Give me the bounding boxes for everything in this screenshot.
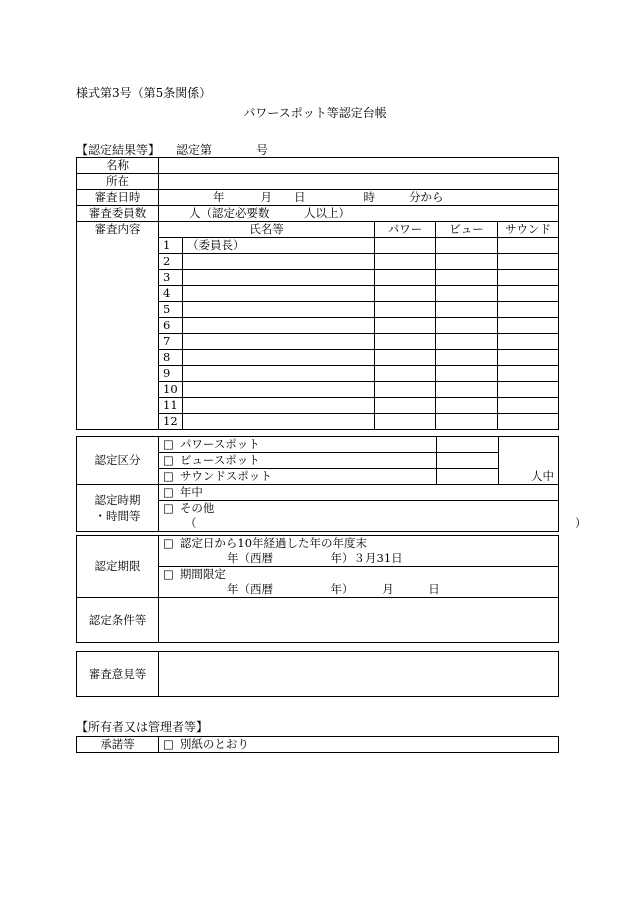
member-power[interactable] <box>375 238 436 254</box>
member-name[interactable] <box>183 334 375 350</box>
member-power[interactable] <box>375 398 436 414</box>
member-sound[interactable] <box>498 238 559 254</box>
term-row-1 <box>77 536 559 567</box>
member-sound[interactable] <box>498 302 559 318</box>
member-view[interactable] <box>436 334 498 350</box>
conditions-value[interactable] <box>159 598 559 643</box>
category-row-power <box>77 437 559 453</box>
member-power[interactable] <box>375 254 436 270</box>
period-other-paren-open: （ <box>185 516 197 530</box>
col-sound-header: サウンド <box>498 222 559 238</box>
member-view[interactable] <box>436 350 498 366</box>
consent-row <box>77 737 559 753</box>
date-year: 年 <box>213 190 225 204</box>
location-value[interactable] <box>159 174 559 190</box>
member-name[interactable] <box>183 414 375 430</box>
member-power[interactable] <box>375 382 436 398</box>
date-value[interactable] <box>159 190 559 206</box>
members-value[interactable]: 人（認定必要数 人以上） <box>159 206 559 222</box>
member-name[interactable] <box>183 398 375 414</box>
member-number: 3 <box>159 270 183 286</box>
form-number: 様式第3号（第5条関係） <box>76 86 212 100</box>
content-label: 審査内容 <box>77 222 159 430</box>
checkbox-icon[interactable]: □ <box>163 453 174 467</box>
period-row-year <box>77 485 559 501</box>
location-label: 所在 <box>77 174 159 190</box>
member-number: 8 <box>159 350 183 366</box>
period-label-line1: 認定時期 <box>94 493 141 507</box>
member-sound[interactable] <box>498 334 559 350</box>
category-option-sound[interactable] <box>159 469 437 485</box>
checkbox-icon[interactable]: □ <box>163 485 174 499</box>
period-year-label: 年中 <box>179 485 203 499</box>
category-label: 認定区分 <box>77 437 159 485</box>
member-power[interactable] <box>375 350 436 366</box>
member-number: 9 <box>159 366 183 382</box>
member-name[interactable] <box>183 302 375 318</box>
member-view[interactable] <box>436 302 498 318</box>
checkbox-icon[interactable]: □ <box>163 567 174 581</box>
checkbox-icon[interactable]: □ <box>163 536 174 550</box>
member-sound[interactable] <box>498 414 559 430</box>
term-option-1-label: 認定日から10年経過した年の年度末 <box>179 536 368 550</box>
term-option-1[interactable] <box>159 536 559 567</box>
member-view[interactable] <box>436 398 498 414</box>
member-name[interactable] <box>183 382 375 398</box>
members-row <box>77 206 559 222</box>
member-view[interactable] <box>436 254 498 270</box>
conditions-row <box>77 598 559 643</box>
name-label: 名称 <box>77 158 159 174</box>
name-row <box>77 158 559 174</box>
member-name[interactable] <box>183 350 375 366</box>
date-month: 月 <box>260 190 272 204</box>
date-from: 分から <box>409 190 444 204</box>
category-sound-label: サウンドスポット <box>179 469 272 483</box>
opinion-label: 審査意見等 <box>77 652 159 697</box>
member-number: 6 <box>159 318 183 334</box>
owner-heading: 【所有者又は管理者等】 <box>76 720 209 734</box>
category-option-power[interactable] <box>159 437 437 453</box>
category-table <box>76 436 587 532</box>
member-view[interactable] <box>436 366 498 382</box>
member-sound[interactable] <box>498 382 559 398</box>
member-number: 7 <box>159 334 183 350</box>
checkbox-icon[interactable]: □ <box>163 469 174 483</box>
period-other-label: その他 <box>179 501 215 515</box>
term-option-1-date: 年（西暦 年）３月31日 <box>227 551 403 565</box>
date-label: 審査日時 <box>77 190 159 206</box>
col-power-header: パワー <box>375 222 436 238</box>
member-sound[interactable] <box>498 350 559 366</box>
member-sound[interactable] <box>498 286 559 302</box>
date-hour: 時 <box>363 190 375 204</box>
member-power[interactable] <box>375 270 436 286</box>
member-power[interactable] <box>375 318 436 334</box>
member-power[interactable] <box>375 302 436 318</box>
member-name[interactable] <box>183 318 375 334</box>
review-table <box>76 157 559 430</box>
member-sound[interactable] <box>498 254 559 270</box>
members-label: 審査委員数 <box>77 206 159 222</box>
content-header-row <box>77 222 559 238</box>
checkbox-icon[interactable]: □ <box>163 437 174 451</box>
count-suffix: 人中 <box>531 469 554 483</box>
col-view-header: ビュー <box>436 222 498 238</box>
consent-value: 別紙のとおり <box>179 737 249 751</box>
period-option-other[interactable] <box>159 501 587 532</box>
checkbox-icon[interactable]: □ <box>163 501 174 515</box>
name-value[interactable] <box>159 158 559 174</box>
member-number: 4 <box>159 286 183 302</box>
member-view[interactable] <box>436 270 498 286</box>
cert-heading: 【認定結果等】 <box>76 143 161 157</box>
category-power-label: パワースポット <box>179 437 260 451</box>
date-day: 日 <box>294 190 306 204</box>
certification-line <box>76 141 268 158</box>
category-count-cell <box>499 437 559 485</box>
member-view[interactable] <box>436 286 498 302</box>
col-name-header: 氏名等 <box>159 222 375 238</box>
category-option-view[interactable] <box>159 453 437 469</box>
owner-table <box>76 736 559 753</box>
period-other-paren-close: ） <box>575 516 587 530</box>
category-power-count[interactable] <box>437 437 499 453</box>
term-option-2-date: 年（西暦 年） 月 日 <box>227 582 440 596</box>
member-view[interactable] <box>436 382 498 398</box>
category-view-count[interactable] <box>437 453 499 469</box>
member-power[interactable] <box>375 286 436 302</box>
member-view[interactable] <box>436 238 498 254</box>
member-number: 5 <box>159 302 183 318</box>
cert-suffix: 号 <box>256 143 269 157</box>
member-number: 12 <box>159 414 183 430</box>
location-row <box>77 174 559 190</box>
member-view[interactable] <box>436 414 498 430</box>
member-view[interactable] <box>436 318 498 334</box>
member-power[interactable] <box>375 366 436 382</box>
member-number: 10 <box>159 382 183 398</box>
member-sound[interactable] <box>498 270 559 286</box>
opinion-table <box>76 651 559 697</box>
member-number: 2 <box>159 254 183 270</box>
document-title: パワースポット等認定台帳 <box>243 106 387 120</box>
cert-prefix: 認定第 <box>176 143 213 157</box>
member-sound[interactable] <box>498 366 559 382</box>
member-sound[interactable] <box>498 318 559 334</box>
member-name[interactable] <box>183 366 375 382</box>
member-number: 11 <box>159 398 183 414</box>
member-power[interactable] <box>375 334 436 350</box>
category-sound-count[interactable] <box>437 469 499 485</box>
member-name[interactable] <box>183 270 375 286</box>
date-row <box>77 190 559 206</box>
opinion-row <box>77 652 559 697</box>
consent-label: 承諾等 <box>77 737 159 753</box>
conditions-label: 認定条件等 <box>77 598 159 643</box>
member-number: 1 <box>159 238 183 254</box>
member-name[interactable] <box>183 254 375 270</box>
period-label <box>77 485 159 532</box>
term-option-2[interactable] <box>159 567 559 598</box>
term-table <box>76 535 559 643</box>
checkbox-icon[interactable]: □ <box>163 737 174 751</box>
category-view-label: ビュースポット <box>179 453 260 467</box>
opinion-value[interactable] <box>159 652 559 697</box>
term-option-2-label: 期間限定 <box>179 567 226 581</box>
period-option-year[interactable] <box>159 485 559 501</box>
term-label: 認定期限 <box>77 536 159 598</box>
period-label-line2: ・時間等 <box>94 509 141 523</box>
member-power[interactable] <box>375 414 436 430</box>
consent-option[interactable] <box>159 737 559 753</box>
member-name[interactable] <box>183 286 375 302</box>
member-sound[interactable] <box>498 398 559 414</box>
member-name[interactable]: （委員長） <box>183 238 375 254</box>
